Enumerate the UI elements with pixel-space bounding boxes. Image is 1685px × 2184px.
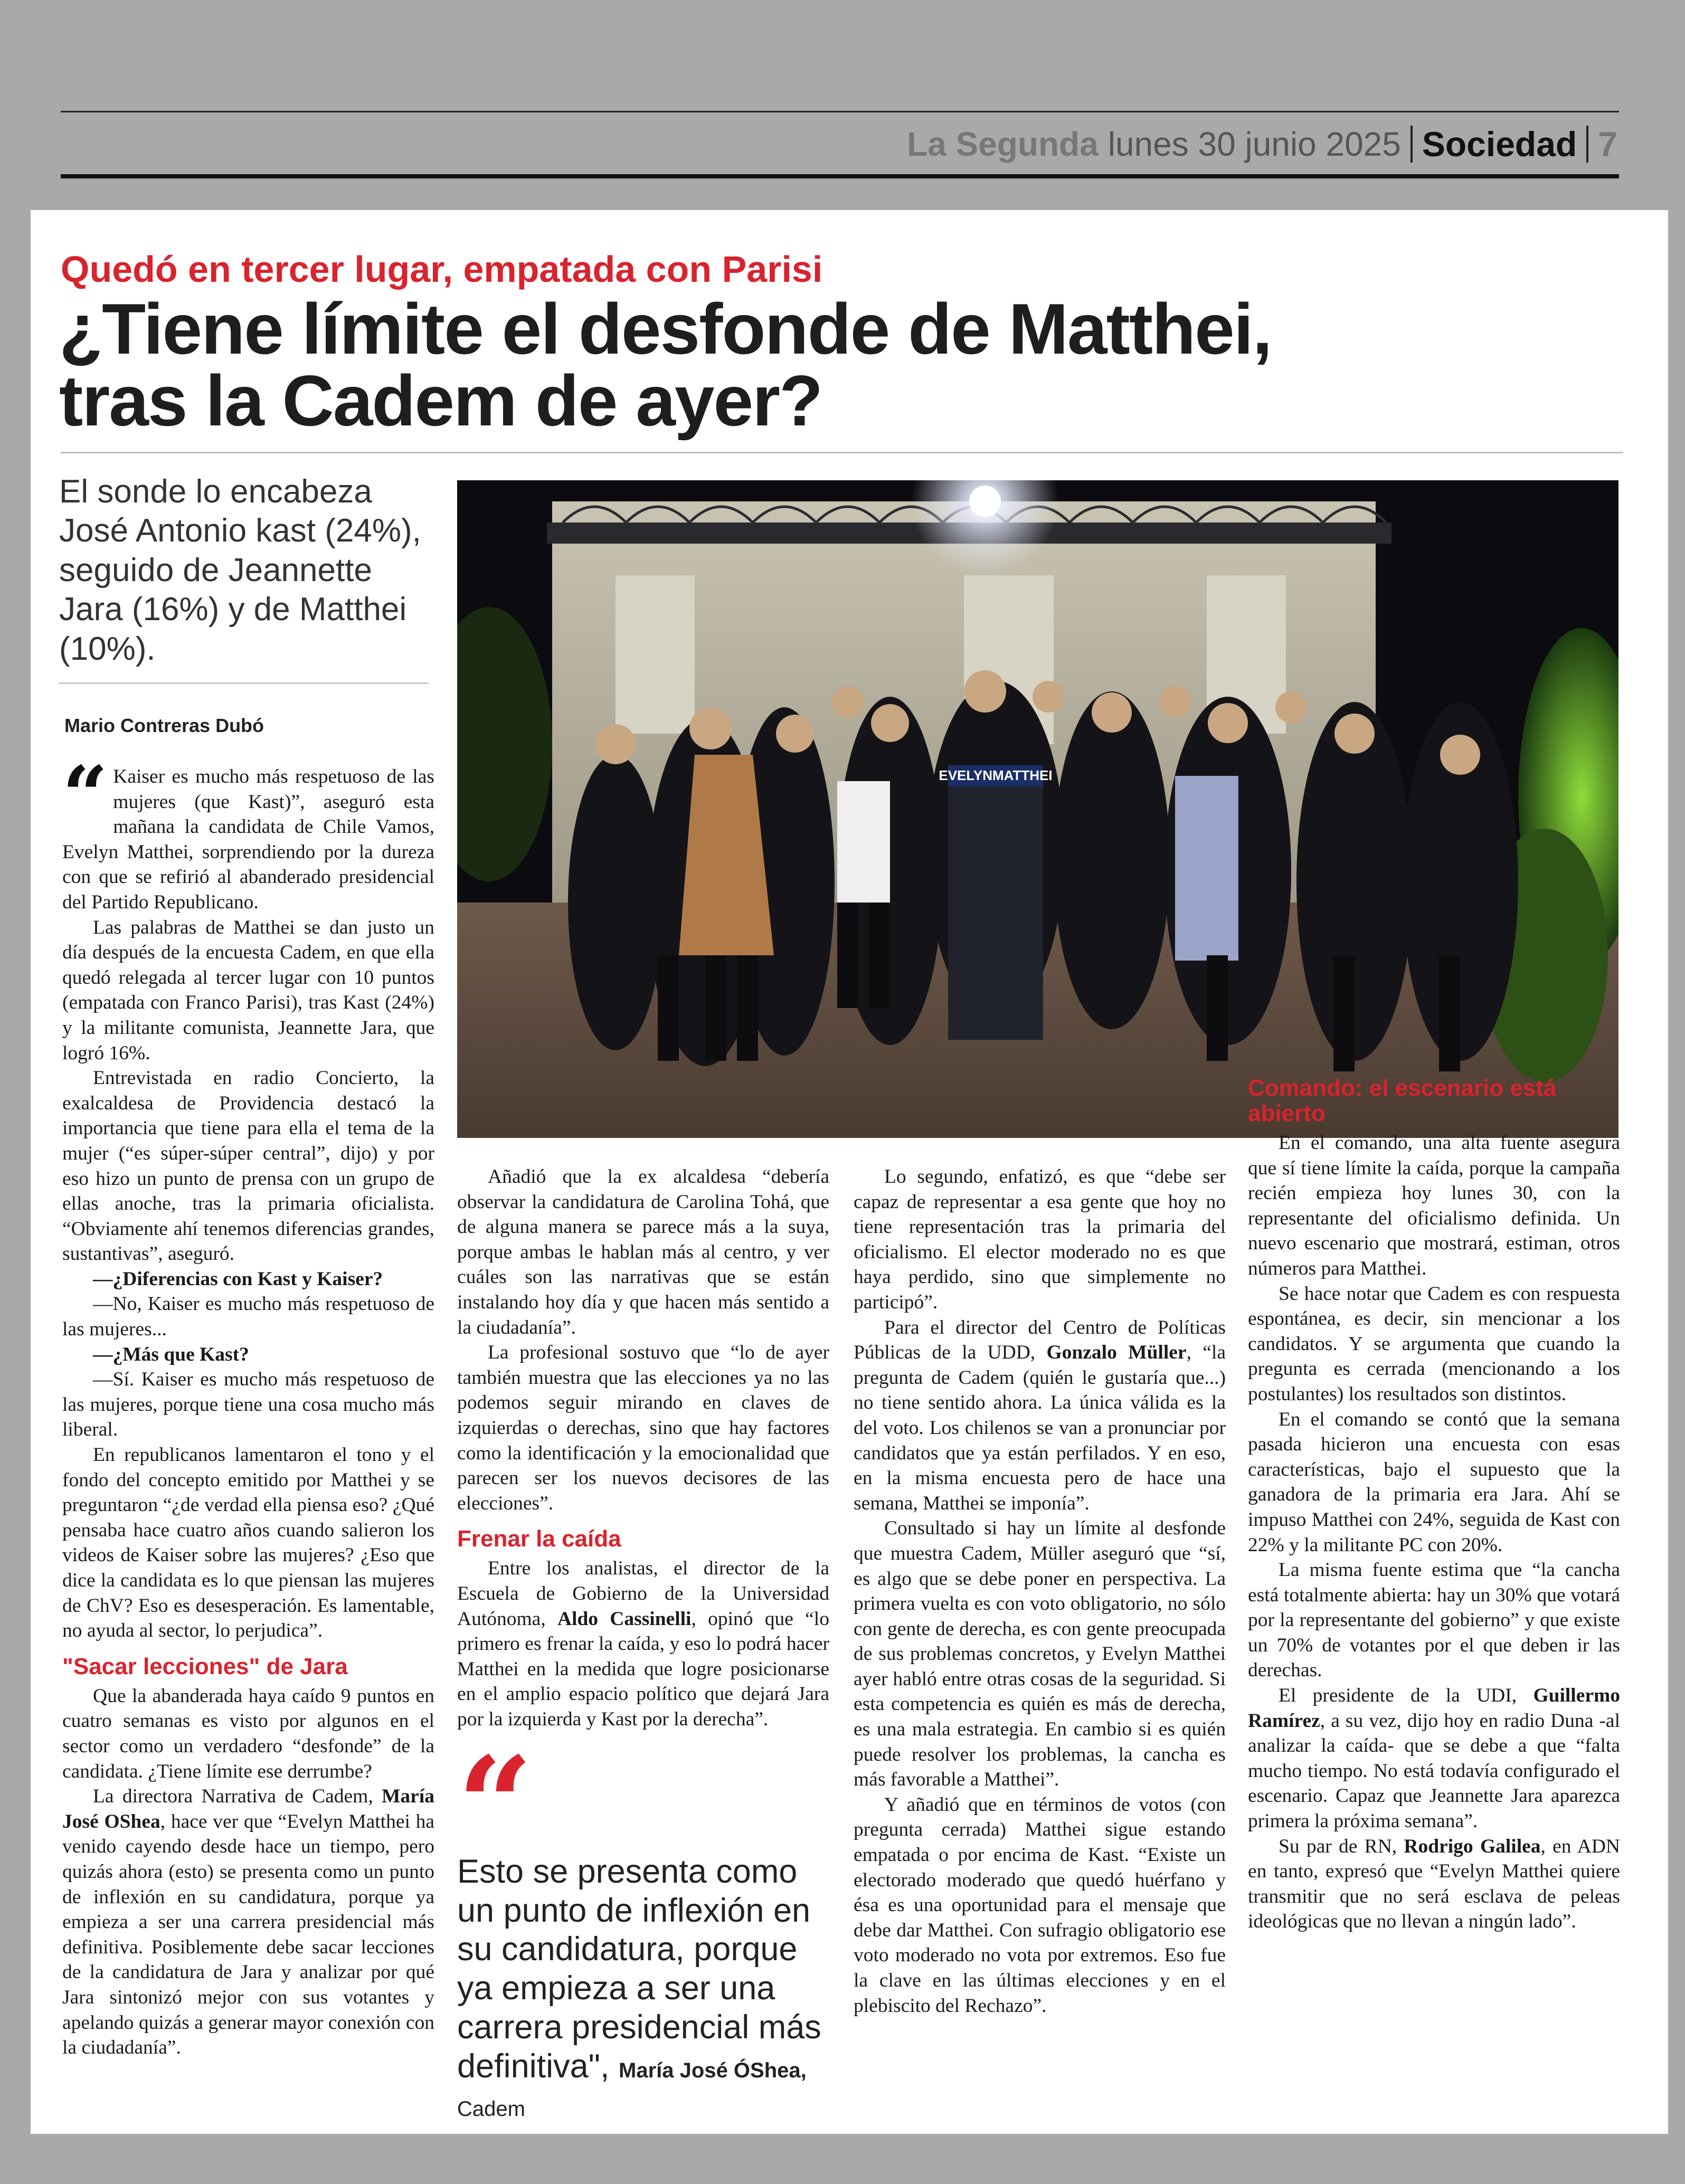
article-column-1 (62, 749, 435, 2060)
masthead (907, 115, 1617, 173)
article-column-2 (457, 1164, 829, 1732)
headline-line-1: ¿Tiene límite el desfonde de Matthei, (59, 289, 1272, 369)
headline (59, 289, 1590, 441)
masthead-divider (1411, 126, 1413, 163)
body-paragraph: En el comando se contó que la semana pasada hicieron una encuesta con esas características, bajo el supuesto que la ganadora de la primaria era Jara. Ahí se impuso Matthei con 24%, seguida de Kast con 22% y la militante PC con 20%. (1248, 1408, 1620, 1556)
subheading: "Sacar lecciones" de Jara (62, 1653, 348, 1679)
deck-rule (59, 682, 429, 684)
body-paragraph: Y añadió que en términos de votos (con pregunta cerrada) Matthei sigue estando empatada o por encima de Kast. “Existe un electorado moderado que quedó huérfano y ésa es una oportunidad para el mensaje que debe dar Matthei. Con sufragio obligatorio ese voto moderado no vota por extremos. Eso fue la clave en las últimas elecciones y en el plebiscito del Rechazo”. (854, 1793, 1226, 2017)
masthead-top-rule (61, 111, 1619, 112)
interview-answer: —Sí. Kaiser es mucho más respetuoso de las mujeres, porque tiene una cosa mucho más liberal. (62, 1369, 434, 1441)
body-paragraph: Que la abanderada haya caído 9 puntos en cuatro semanas es visto por algunos en el sector como un verdadero “desfonde” de la candidata. ¿Tiene límite ese derrumbe? (62, 1685, 434, 1782)
article-column-4 (1248, 1065, 1620, 1934)
kicker: Quedó en tercer lugar, empatada con Parisi (61, 249, 823, 290)
article-column-3 (854, 1164, 1226, 2018)
podium-sign: EVELYNMATTHEI (939, 767, 1053, 783)
body-paragraph: Para el director del Centro de Políticas Públicas de la UDD, Gonzalo Müller, “la pregunta de Cadem (quién le gustaría que...) no tiene sentido ahora. La única válida es la del voto. Los chilenos se van a pronunciar por candidatos que ya están perfilados. Y en eso, en la misma encuesta pero de hace una semana, Matthei se imponía”. (854, 1316, 1226, 1514)
body-paragraph: Se hace notar que Cadem es con respuesta espontánea, es decir, sin mencionar a los candidatos. Y se argumenta que cuando la pregunta es cerrada (mencionando a los postulantes) los resultados son distintos. (1248, 1283, 1620, 1405)
masthead-divider (1586, 126, 1588, 163)
quote-mark-icon: “ (62, 749, 108, 842)
lead-paragraph: “ Kaiser es mucho más respetuoso de las mujeres (que Kast)”, aseguró esta mañana la candidata de Chile Vamos, Evelyn Matthei, sorprendiendo por la dureza con que se refirió al abanderado presidencial del Partido Republicano. (62, 749, 434, 913)
body-paragraph: Entrevistada en radio Concierto, la exalcaldesa de Providencia destacó la importancia que tiene para ella el tema de la mujer (“es súper-súper central”, dijo) y por eso hizo un punto de prensa con un grupo de ellas anoche, tras la primaria oficialista. “Obviamente ahí tenemos diferencias grandes, sustantivas”, aseguró. (62, 1067, 434, 1265)
pull-quote-text: Esto se presenta como un punto de inflexión en su candidatura, porque ya empieza a ser una carrera presidencial más definitiva", María José ÓShea, Cadem (457, 1853, 821, 2121)
masthead-bottom-rule (61, 174, 1619, 178)
body-paragraph: El presidente de la UDI, Guillermo Ramírez, a su vez, dijo hoy en radio Duna -al analizar la caída- que se debe a que “falta mucho tiempo. No está todavía configurado el escenario. Capaz que Jeannette Jara aparezca primera la próxima semana”. (1248, 1685, 1620, 1832)
body-paragraph: Entre los analistas, el director de la Escuela de Gobierno de la Universidad Autónoma, Aldo Cassinelli, opinó que “lo primero es frenar la caída, y eso lo podrá hacer Matthei en la medida que logre posicionarse en el amplio espacio político que dejará Jara por la izquierda y Kast por la derecha”. (457, 1558, 829, 1730)
body-paragraph: Añadió que la ex alcaldesa “debería observar la candidatura de Carolina Tohá, que de alguna manera se parece más a la suya, porque ambas le hablan más al centro, y ver cuáles son las narrativas que se están instalando hoy día y que hacen más sentido a la ciudadanía”. (457, 1166, 829, 1338)
newspaper-name: La Segunda (907, 125, 1099, 163)
news-photo (457, 480, 1618, 1138)
byline: Mario Contreras Dubó (64, 715, 264, 736)
subheading: Comando: el escenario está abierto (1248, 1075, 1557, 1126)
body-paragraph: En el comando, una alta fuente asegura que sí tiene límite la caída, porque la campaña recién empieza hoy lunes 30, con la representante del oficialismo definida. Un nuevo escenario que mostrará, estiman, otros números para Matthei. (1248, 1132, 1620, 1279)
deck: El sonde lo encabeza José Antonio kast (24%), seguido de Jeannette Jara (16%) y de Matthei (10%). (59, 473, 421, 667)
interview-answer: —No, Kaiser es mucho más respetuoso de las mujeres... (62, 1293, 434, 1341)
body-paragraph: La directora Narrativa de Cadem, María José OShea, hace ver que “Evelyn Matthei ha venido cayendo desde hace un tiempo, pero quizás ahora (esto) se presenta como un punto de inflexión en su candidatura, porque ya empieza a ser una carrera presidencial más definitiva. Posiblemente debe sacar lecciones de la candidatura de Jara y analizar por qué Jara sintonizó mejor con sus votantes y apelando quizás a generar mayor conexión con la ciudadanía”. (62, 1786, 435, 2059)
headline-line-2: tras la Cadem de ayer? (59, 360, 822, 441)
pull-quote (457, 1727, 832, 2125)
pull-quote-attribution: María José ÓShea, (619, 2058, 807, 2082)
body-paragraph: La profesional sostuvo que “lo de ayer también muestra que las elecciones ya no las podemos seguir mirando en claves de izquierdas o derechas, sino que hay factores como la identificación y la emocionalidad que parecen ser los nuevos decisores de las elecciones”. (457, 1342, 829, 1514)
interview-question: —¿Más que Kast? (93, 1343, 249, 1365)
page-number: 7 (1598, 125, 1617, 164)
subheading: Frenar la caída (457, 1526, 621, 1552)
body-paragraph: Las palabras de Matthei se dan justo un día después de la encuesta Cadem, en que ella quedó relegada al tercer lugar con 10 puntos (empatada con Franco Parisi), tras Kast (24%) y la militante comunista, Jeannette Jara, que logró 16%. (62, 916, 434, 1064)
section-name: Sociedad (1422, 125, 1577, 164)
body-paragraph: Lo segundo, enfatizó, es que “debe ser capaz de representar a esa gente que hoy no tiene representación tras la primaria del oficialismo. El elector moderado no es que haya perdido, sino que simplemente no participó”. (854, 1166, 1226, 1313)
issue-date: lunes 30 junio 2025 (1107, 125, 1401, 163)
body-paragraph: Consultado si hay un límite al desfonde que muestra Cadem, Müller aseguró que “sí, es algo que se debe poner en perspectiva. La primera vuelta es con voto obligatorio, no sólo con gente de derecha, es con gente preocupada de sus problemas concretos, y Evelyn Matthei ayer habló entre otras cosas de la seguridad. Si esta competencia es quién es más de derecha, es una mala estrategia. En cambio si es quién puede resolver los problemas, la cancha es más favorable a Matthei”. (854, 1517, 1226, 1791)
pull-quote-org: Cadem (457, 2097, 525, 2121)
headline-rule (61, 452, 1623, 453)
body-paragraph: La misma fuente estima que “la cancha está totalmente abierta: hay un 30% que votará por la representante del gobierno” y que existe un 70% de votantes por el que deben ir las derechas. (1248, 1559, 1620, 1682)
body-paragraph: En republicanos lamentaron el tono y el fondo del concepto emitido por Matthei y se preguntaron “¿de verdad ella piensa eso? ¿Qué pensaba hace cuatro años cuando salieron los videos de Kaiser sobre las mujeres? ¿Eso que dice la candidata es lo que piensan las mujeres de ChV? Eso es desesperación. Es lamentable, no ayuda al sector, lo perjudica”. (62, 1444, 434, 1642)
body-paragraph: Su par de RN, Rodrigo Galilea, en ADN en tanto, expresó que “Evelyn Matthei quiere transmitir que no será esclava de peleas ideológicas que no llevan a ningún lado”. (1248, 1835, 1620, 1933)
quote-mark-icon: “ (457, 1727, 533, 1883)
interview-question: —¿Diferencias con Kast y Kaiser? (93, 1268, 383, 1290)
